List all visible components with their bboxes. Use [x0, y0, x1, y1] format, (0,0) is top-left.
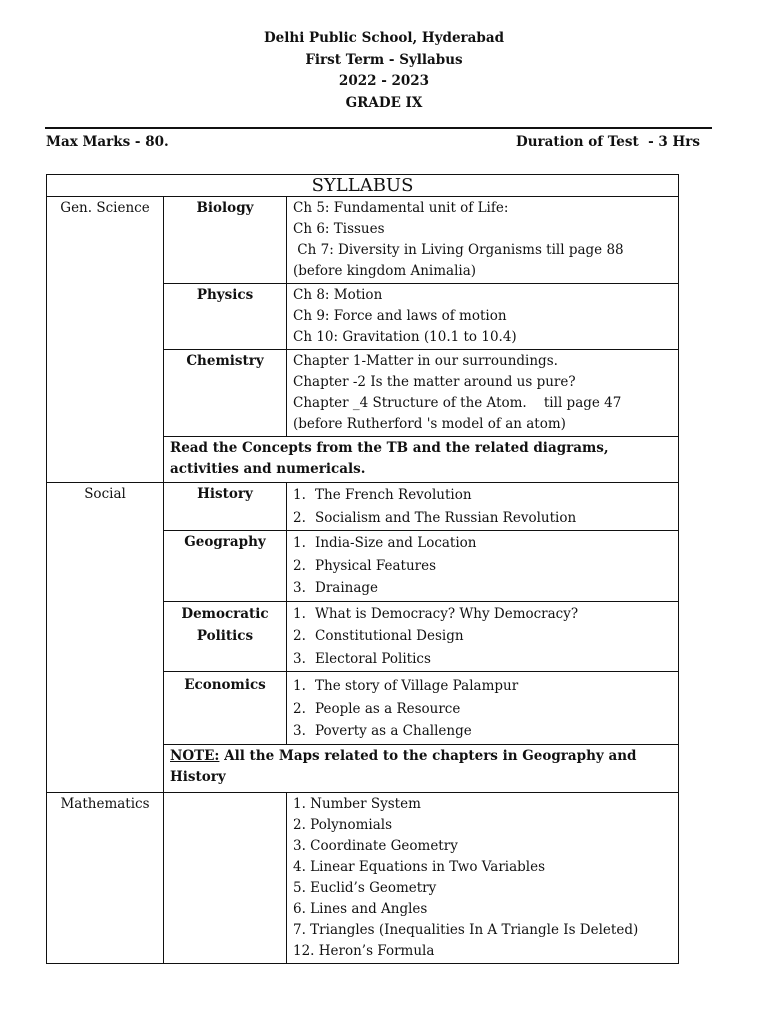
list-item	[293, 698, 674, 721]
list-item-number: 1.	[293, 605, 306, 622]
maths-topic-empty	[164, 792, 287, 963]
school-name: Delhi Public School, Hyderabad	[263, 30, 505, 46]
table-row	[47, 483, 679, 531]
chapter-line: 4. Linear Equations in Two Variables	[293, 858, 546, 875]
politics-label-line2: Politics	[196, 627, 254, 644]
list-item	[293, 507, 674, 530]
list-item-number: 1.	[293, 487, 306, 503]
list-item-text: Electoral Politics	[315, 650, 431, 667]
list-item	[293, 648, 674, 671]
list-item	[293, 484, 674, 507]
chapter-line: Chapter 1-Matter in our surroundings.	[293, 353, 558, 369]
topic-politics	[164, 601, 287, 672]
chapter-line: 1. Number System	[293, 795, 421, 812]
list-item	[293, 532, 674, 555]
list-item-number: 2.	[293, 509, 306, 526]
politics-label-line1: Democratic	[181, 605, 269, 622]
test-duration: Duration of Test - 3 Hrs	[516, 134, 700, 150]
topic-geography: Geography	[164, 531, 287, 602]
syllabus-table	[46, 174, 679, 964]
topic-physics: Physics	[164, 284, 287, 350]
chapter-line: 12. Heron’s Formula	[293, 942, 435, 959]
social-note	[164, 744, 679, 792]
document-header	[0, 28, 768, 114]
chapter-line: Chapter _4 Structure of the Atom. till page 47 (before Rutherford 's model of an atom)	[293, 395, 626, 432]
physics-chapters	[287, 284, 679, 350]
chapter-line: Ch 8: Motion	[293, 287, 383, 303]
list-item	[293, 603, 674, 626]
table-title-row	[47, 175, 679, 197]
geography-chapters	[287, 531, 679, 602]
list-item-number: 2.	[293, 628, 306, 644]
list-item-text: Poverty as a Challenge	[315, 723, 472, 739]
list-item-number: 1.	[293, 678, 306, 694]
chapter-line: 2. Polynomials	[293, 816, 393, 833]
chapter-line: Chapter -2 Is the matter around us pure?	[293, 374, 576, 390]
list-item	[293, 577, 674, 600]
table-row	[47, 197, 679, 284]
topic-chemistry: Chemistry	[164, 350, 287, 437]
max-marks: Max Marks - 80.	[46, 134, 169, 150]
list-item-text: Constitutional Design	[315, 628, 464, 644]
chapter-line: 5. Euclid’s Geometry	[293, 879, 437, 896]
list-item-text: Socialism and The Russian Revolution	[315, 509, 577, 526]
history-chapters	[287, 483, 679, 531]
maths-chapters	[287, 792, 679, 963]
list-item	[293, 625, 674, 648]
chapter-line: Ch 5: Fundamental unit of Life:	[293, 200, 509, 216]
chapter-line: Ch 10: Gravitation (10.1 to 10.4)	[293, 329, 517, 345]
list-item-text: The story of Village Palampur	[315, 678, 519, 694]
chapter-line: 3. Coordinate Geometry	[293, 837, 458, 854]
list-item	[293, 555, 674, 578]
economics-chapters	[287, 672, 679, 745]
chapter-line: Ch 9: Force and laws of motion	[293, 308, 507, 324]
list-item-number: 3.	[293, 723, 306, 739]
chapter-line: 7. Triangles (Inequalities In A Triangle Is Deleted)	[293, 921, 639, 938]
academic-year: 2022 - 2023	[338, 73, 430, 89]
list-item-text: What is Democracy? Why Democracy?	[315, 605, 579, 622]
list-item-text: Physical Features	[315, 557, 437, 574]
list-item	[293, 720, 674, 743]
grade-label: GRADE IX	[345, 94, 423, 111]
biology-chapters	[287, 197, 679, 284]
table-row	[47, 792, 679, 963]
list-item-number: 3.	[293, 650, 306, 667]
list-item-number: 2.	[293, 557, 306, 574]
science-note: Read the Concepts from the TB and the related diagrams, activities and numericals.	[164, 437, 679, 483]
list-item-number: 1.	[293, 535, 306, 551]
list-item-text: India-Size and Location	[315, 535, 477, 551]
chapter-line: 6. Lines and Angles	[293, 900, 428, 917]
social-note-text: All the Maps related to the chapters in Geography and History	[170, 747, 637, 785]
chapter-line: Ch 7: Diversity in Living Organisms till page 88 (before kingdom Animalia)	[293, 242, 628, 279]
subject-science: Gen. Science	[47, 197, 164, 483]
list-item-number: 3.	[293, 580, 306, 596]
term-title: First Term - Syllabus	[305, 51, 463, 68]
list-item-number: 2.	[293, 700, 306, 717]
subject-mathematics: Mathematics	[47, 792, 164, 963]
subject-social: Social	[47, 483, 164, 793]
list-item-text: Drainage	[315, 580, 379, 596]
politics-chapters	[287, 601, 679, 672]
chapter-line: Ch 6: Tissues	[293, 221, 385, 237]
topic-history: History	[164, 483, 287, 531]
header-divider	[45, 127, 712, 129]
list-item	[293, 675, 674, 698]
chemistry-chapters	[287, 350, 679, 437]
social-note-prefix: NOTE:	[170, 747, 220, 764]
list-item-text: People as a Resource	[315, 700, 461, 717]
table-title: SYLLABUS	[47, 175, 679, 197]
topic-economics: Economics	[164, 672, 287, 745]
topic-biology: Biology	[164, 197, 287, 284]
list-item-text: The French Revolution	[315, 487, 472, 503]
